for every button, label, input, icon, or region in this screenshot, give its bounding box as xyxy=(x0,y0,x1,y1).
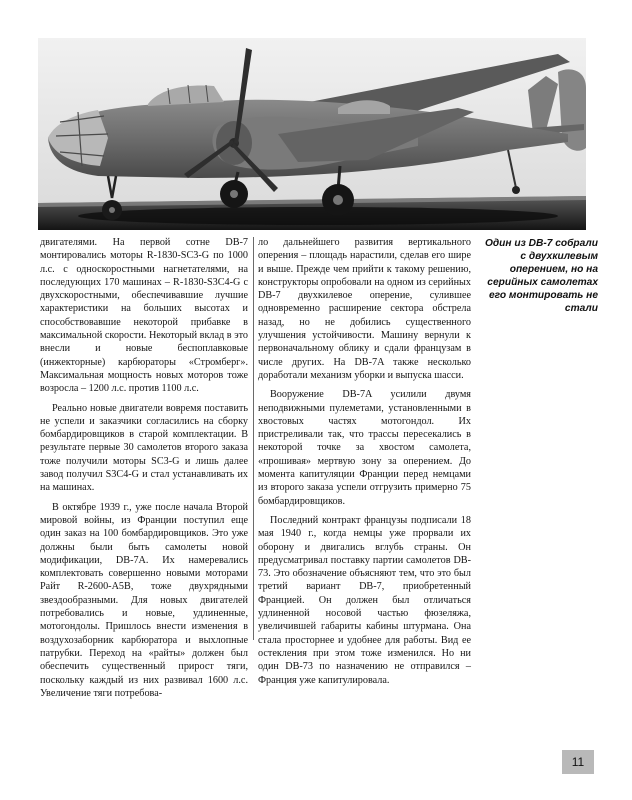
article-paragraph: Вооружение DB-7A усилили двумя неподвижными пулеметами, установленными в хвостовых частях мотогондол. Их пристреливали так, что трассы пересекались в некоторой точке за хвостом самолета, «прошивая» мертвую зону за оперением. До момента капитуляции Франции перед немцами из второго заказа успели отгрузить примерно 75 бомбардировщиков. xyxy=(258,389,471,507)
column-divider xyxy=(253,237,254,640)
article-column-left xyxy=(40,236,248,700)
page-number-box xyxy=(562,750,594,774)
article-column-right xyxy=(258,236,471,687)
article-paragraph: В октябре 1939 г., уже после начала Второй мировой войны, из Франции поступил еще один заказ на 100 бомбардировщиков. Это уже должны были быть самолеты новой модификации, DB-7A. Их намеревались комплектовать совершенно новыми моторами Райт R-2600-A5B, тоже двухрядными звездообразными. Для новых двигателей потребовались и новые, удлиненные, мотогондолы. Пришлось внести изменения в воздухозаборник карбюратора и выхлопные патрубки. Переход на «райты» должен был обеспечить существенный прирост тяги, поскольку каждый из них развивал 1600 л.с. Увеличение тяги потребова- xyxy=(40,501,248,699)
photo-caption: Один из DB-7 собрали с двухкилевым оперением, но на серийных самолетах его монтировать не стали xyxy=(484,238,598,314)
article-paragraph: двигателями. На первой сотне DB-7 монтировались моторы R-1830-SC3-G по 1000 л.с. с односкоростными нагнетателями, на последующих 170 машинах – R-1830-S3C4-G с двухскоростными, обеспечивавшие лучшие характеристики на больших высотах и способствовавшие некоторой прибавке в максимальной скорости. Некоторый вклад в это внесли и новые беспоплавковые (инжекторные) карбюраторы «Стромберг». Максимальная мощность новых моторов тоже возросла – 1200 л.с. против 1100 л.с. xyxy=(40,237,248,395)
aircraft-image xyxy=(38,38,586,230)
article-paragraph: Реально новые двигатели вовремя поставить не успели и заказчики согласились на сборку бомбардировщиков в старой комплектации. В результате первые 30 самолетов второго заказа тоже получили моторы SC3-G и лишь далее завод получил S3C4-G и стал устанавливать их на машинах. xyxy=(40,402,248,494)
article-paragraph: ло дальнейшего развития вертикального оперения – площадь нарастили, сделав его шире и выше. Прежде чем прийти к такому решению, конструкторы опробовали на одном из серийных DB-7 двухкилевое оперение, сулившее одновременно расширение сектора обстрела назад, но не добились существенного улучшения устойчивости. Машину вернули к первоначальному облику и сдали французам в числе других. На DB-7A также несколько доработали механизм уборки и выпуска шасси. xyxy=(258,237,471,381)
aircraft-photo xyxy=(38,38,586,230)
article-paragraph: Последний контракт французы подписали 18 мая 1940 г., когда немцы уже прорвали их оборону и двигались вглубь страны. Он предусматривал поставку партии самолетов DB-73. Это обозначение объясняют тем, что это был третий вариант DB-7, приобретенный Францией. Он должен был отличаться удлиненной носовой частью фюзеляжа, увеличившей габариты кабины штурмана. Она стала просторнее и удобнее для работы. Вид ее остекления при этом тоже изменился. Но ни один DB-73 по назначению не отправился – Франция уже капитулировала. xyxy=(258,514,471,686)
page-number: 11 xyxy=(571,755,585,769)
